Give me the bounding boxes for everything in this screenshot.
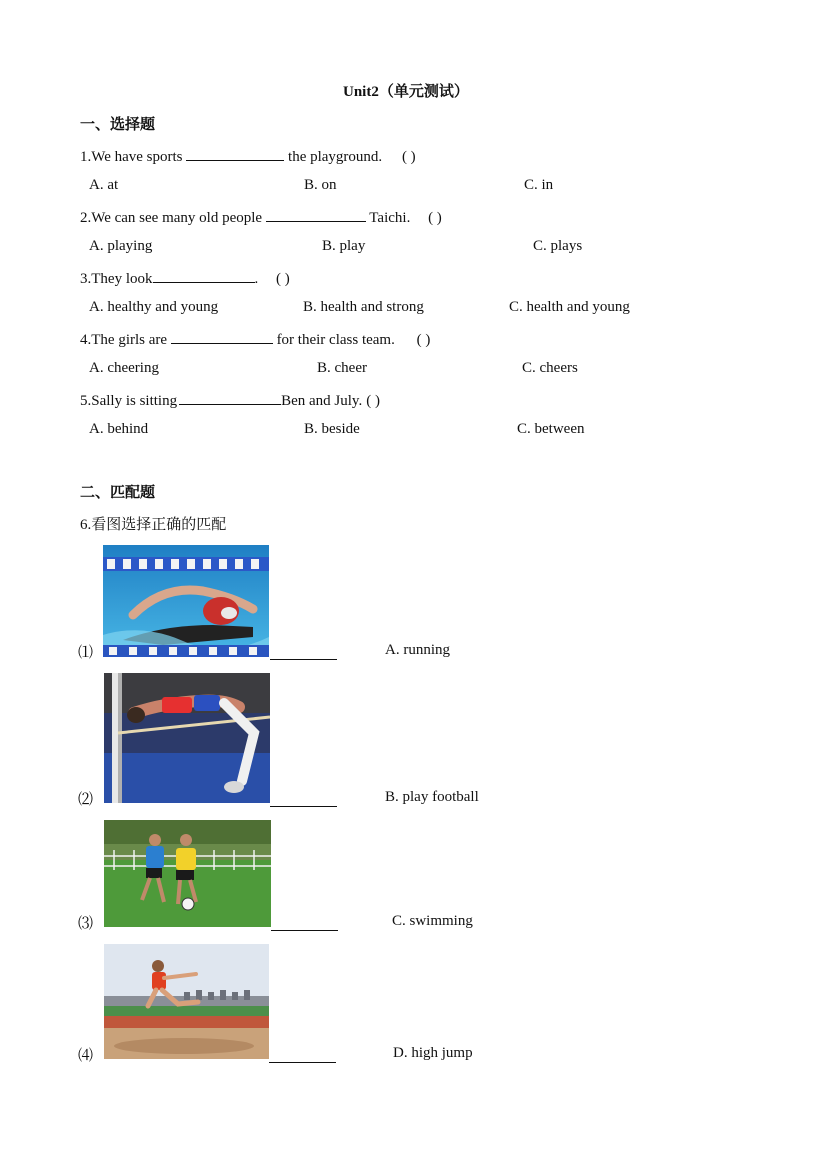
option-c[interactable]: C. cheers [522,360,578,376]
question-text: for their class team. [276,332,395,348]
option-c[interactable]: C. health and young [509,299,630,315]
item-number: ⑷ [78,1048,94,1064]
option-b[interactable]: B. cheer [317,360,367,376]
option-a[interactable]: A. healthy and young [89,299,219,315]
match-blank[interactable] [270,659,337,660]
section-heading-choice: 一、选择题 [80,117,156,133]
option-c[interactable]: C. in [524,177,554,193]
answer-paren[interactable]: ( ) [428,210,442,226]
question-5 [80,390,380,410]
question-text: 5.Sally is sitting [80,393,178,409]
answer-paren[interactable]: ( ) [366,393,380,409]
match-choice: C. swimming [392,913,473,929]
question-3 [80,268,290,288]
answer-blank[interactable] [179,390,281,405]
question-text: 1.We have sports [80,149,183,165]
question-1 [80,146,416,166]
option-a[interactable]: A. at [89,177,119,193]
option-b[interactable]: B. on [304,177,337,193]
question-4 [80,329,430,349]
football-photo [104,820,271,927]
match-choice: B. play football [385,789,479,805]
question-text: the playground. [288,149,383,165]
question-text: Taichi. [369,210,411,226]
question-text: 3.They look [80,271,153,287]
option-b[interactable]: B. health and strong [303,299,424,315]
option-c[interactable]: C. plays [533,238,583,254]
matching-prompt: 6.看图选择正确的匹配 [80,517,227,533]
question-2 [80,207,442,227]
match-choice: A. running [385,642,450,658]
question-text: Ben and July. [281,393,363,409]
item-number: ⑵ [78,792,94,808]
question-text: 2.We can see many old people [80,210,263,226]
match-blank[interactable] [271,930,338,931]
item-number: ⑴ [78,645,94,661]
option-b[interactable]: B. play [322,238,366,254]
match-blank[interactable] [269,1062,336,1063]
option-c[interactable]: C. between [517,421,585,437]
option-b[interactable]: B. beside [304,421,360,437]
swimming-photo [103,545,269,657]
answer-blank[interactable] [186,146,284,161]
answer-paren[interactable]: ( ) [401,149,416,165]
page-title: Unit2（单元测试） [343,84,469,100]
answer-blank[interactable] [171,329,273,344]
section-heading-matching: 二、匹配题 [80,485,156,501]
high-jump-photo [104,673,270,803]
answer-blank[interactable] [153,268,255,283]
answer-paren[interactable]: ( ) [416,332,431,348]
question-text: 4.The girls are [80,332,168,348]
option-a[interactable]: A. playing [89,238,153,254]
match-blank[interactable] [270,806,337,807]
answer-blank[interactable] [266,207,366,222]
match-choice: D. high jump [393,1045,473,1061]
item-number: ⑶ [78,916,94,932]
question-text: . [254,271,259,287]
long-jump-photo [104,944,269,1059]
option-a[interactable]: A. behind [89,421,149,437]
answer-paren[interactable]: ( ) [276,271,290,287]
option-a[interactable]: A. cheering [89,360,159,376]
